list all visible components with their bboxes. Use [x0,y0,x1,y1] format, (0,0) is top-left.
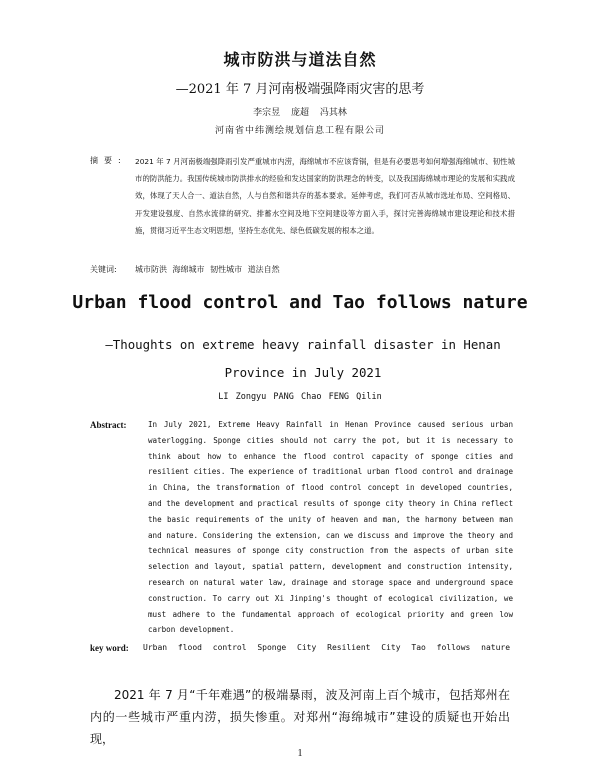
english-keywords-label: key word: [90,643,129,653]
english-title: Urban flood control and Tao follows nature [72,292,528,313]
chinese-authors: 李宗昱 庞超 冯其林 [253,108,347,118]
english-abstract-label: Abstract: [90,420,127,430]
chinese-abstract-text: 2021 年 7 月河南极端强降雨引发严重城市内涝，海绵城市不应该背锅，但是有必要思考如何增强海绵城市、韧性城市的防洪能力。我国传统城市防洪排水的经验和发达国家的防洪理念的转变，以及我国海绵城市理论的发展和实践成效，体现了天人合一、道法自然，人与自然和谐共存的基本要求。延伸考虑，我们可否从城市选址布局、空间格局、开发建设强度、自然水流律的研究、排蓄水空间及地下空间建设等方面入手，探讨完善海绵城市建设理论和技术措施，贯彻习近平生态文明思想，坚持生态优先、绿色低碳发展的根本之道。 [135,157,515,235]
english-subtitle: —Thoughts on extreme heavy rainfall disaster in Henan Province in July 2021 [105,337,501,380]
chinese-abstract-label: 摘要: [90,156,127,165]
english-keywords-text: Urban flood control Sponge City Resilient City Tao follows nature [143,643,511,652]
chinese-subtitle: —2021 年 7 月河南极端强降雨灾害的思考 [175,82,425,97]
chinese-affiliation: 河南省中纬测绘规划信息工程有限公司 [214,126,385,136]
page-number: 1 [297,748,303,759]
chinese-title: 城市防洪与道法自然 [223,50,377,69]
chinese-keywords-label: 关键词: [90,265,117,274]
chinese-keywords-text: 城市防洪 海绵城市 韧性城市 道法自然 [135,265,280,274]
body-paragraph: 2021 年 7 月“千年难遇”的极端暴雨，波及河南上百个城市，包括郑州在内的一些城市严重内涝，损失惨重。对郑州“海绵城市”建设的质疑也开始出现， [90,688,510,746]
english-abstract-text: In July 2021, Extreme Heavy Rainfall in Henan Province caused serious urban waterlogging. Sponge cities should not carry the pot, but it is necessary to think about how to enhance the flood control capacity of sponge cities and resilient cities. The experience of traditional urban flood control and drainage in China, the transformation of flood control concept in developed countries, and the development and practical results of sponge city theory in China reflect the basic requirements of the unity of heaven and man, the harmony between man and nature. Considering the extension, can we discuss and improve the theory and technical measures of sponge city construction from the aspects of urban site selection and layout, spatial pattern, development and construction intensity, research on natural water law, drainage and storage space and underground space construction. To carry out Xi Jinping's thought of ecological civilization, we must adhere to the fundamental approach of ecological priority and green low carbon development. [148,420,513,635]
english-authors: LI Zongyu PANG Chao FENG Qilin [218,392,382,402]
